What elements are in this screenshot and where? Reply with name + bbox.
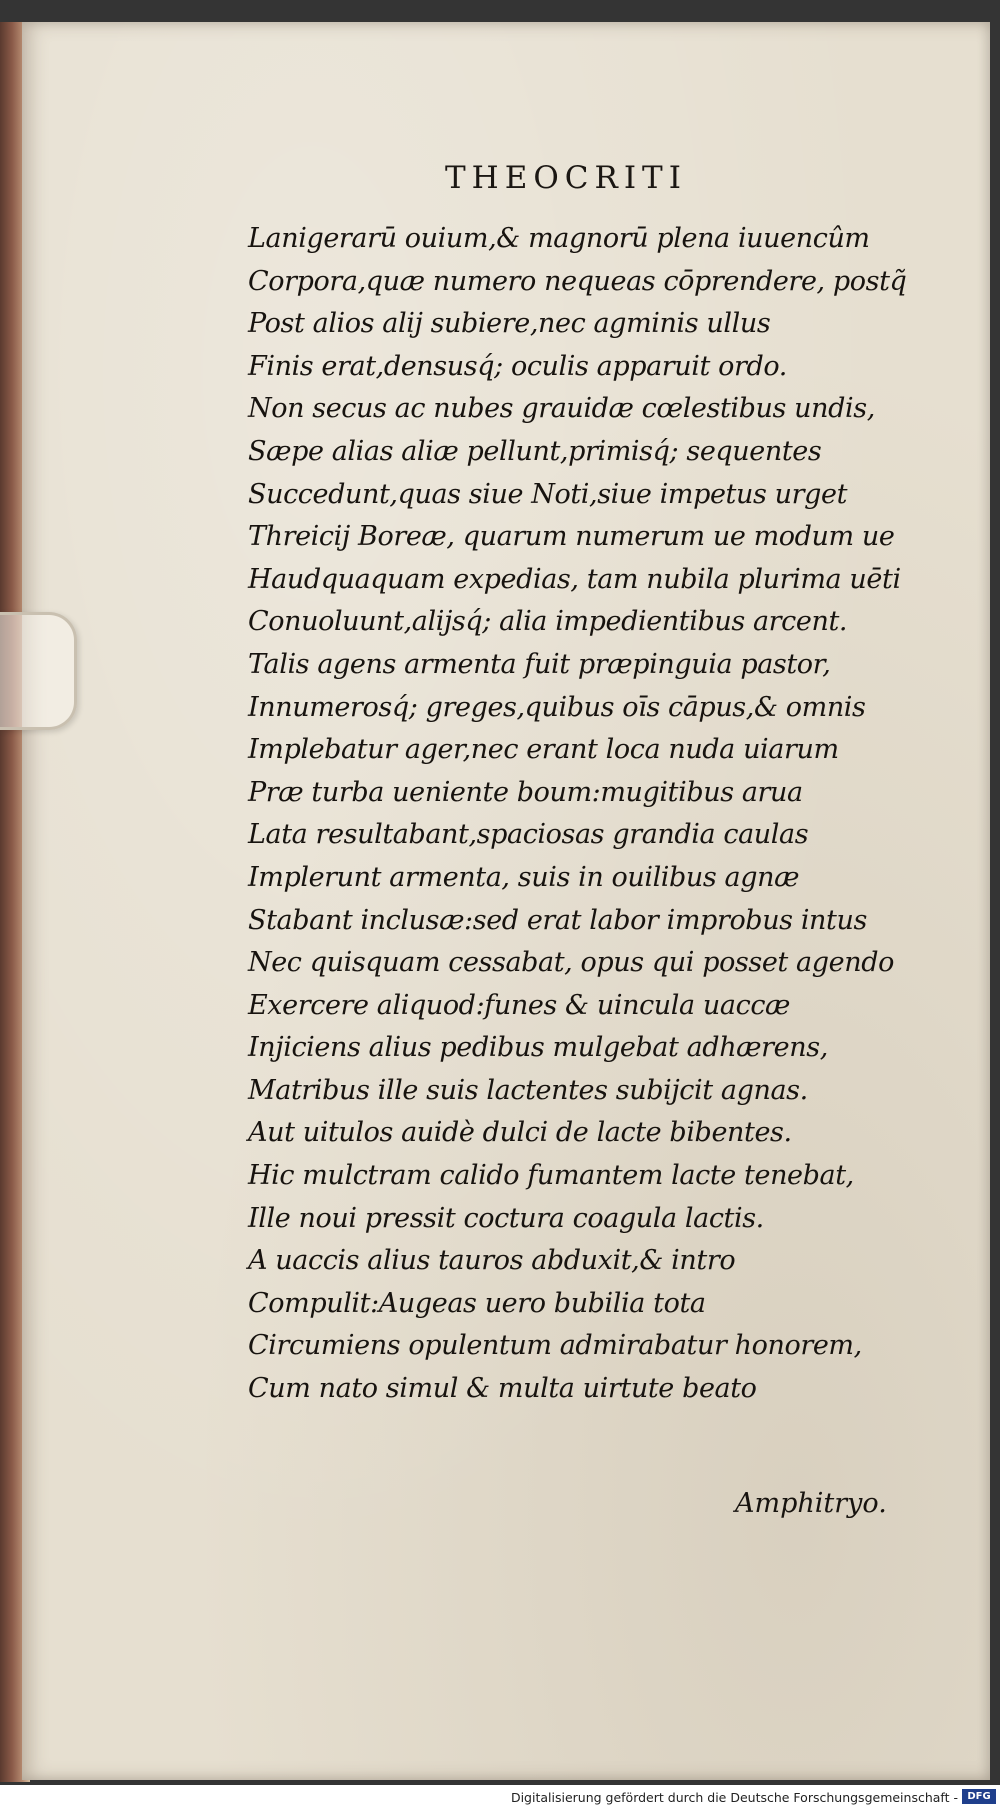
verse-line: Innumerosq́; greges,quibus oīs cāpus,& omnis [248,691,866,723]
verse-line: Haudquaquam expedias, tam nubila plurima uēti [248,563,901,595]
verse-line: Matribus ille suis lactentes subijcit agnas. [248,1074,808,1106]
verse-line: Præ turba ueniente boum:mugitibus arua [248,776,803,808]
verse-line: Sæpe alias aliæ pellunt,primisq́; sequentes [248,435,822,467]
dfg-logo-icon: DFG [962,1789,996,1804]
page-tab-marker [0,612,77,730]
verse-line: Lata resultabant,spaciosas grandia caulas [248,819,809,851]
verse-line: Lanigerarū ouium,& magnorū plena iuuencûm [248,223,870,254]
verse-line: Cum nato simul & multa uirtute beato [248,1373,757,1405]
verse-line: Circumiens opulentum admirabatur honorem, [248,1330,862,1362]
verse-line: Hic mulctram calido fumantem lacte tenebat, [248,1160,854,1192]
verse-line: A uaccis alius tauros abduxit,& intro [248,1245,736,1277]
verse-line: Nec quisquam cessabat, opus qui posset agendo [248,947,894,979]
verse-line: Corpora,quæ numero nequeas cōprendere, postq̃ [248,265,907,297]
verse-line: Implerunt armenta, suis in ouilibus agnæ [248,861,800,893]
verse-line: Threicij Boreæ, quarum numerum ue modum ue [248,521,895,553]
verse-line: Implebatur ager,nec erant loca nuda uiarum [248,734,839,766]
verse-line: Injiciens alius pedibus mulgebat adhærens, [248,1032,828,1064]
running-head: THEOCRITI [445,160,687,196]
verse-line: Post alios alij subiere,nec agminis ullus [248,308,771,340]
verse-line: Talis agens armenta fuit præpinguia pastor, [248,648,831,680]
verse-line: Ille noui pressit coctura coagula lactis. [248,1202,764,1234]
verse-line: Non secus ac nubes grauidæ cœlestibus undis, [248,393,875,425]
verse-line: Compulit:Augeas uero bubilia tota [248,1287,706,1319]
verse-line: Conuoluunt,alijsq́; alia impedientibus arcent. [248,606,848,638]
verse-text [248,218,906,1411]
digitization-footer [0,1785,1000,1807]
verse-line: Finis erat,densusq́; oculis apparuit ordo. [248,350,787,382]
funding-credit: Digitalisierung gefördert durch die Deutsche Forschungsgemeinschaft - [510,1790,958,1805]
catchword: Amphitryo. [735,1488,887,1519]
verse-line: Succedunt,quas siue Noti,siue impetus urget [248,478,848,510]
verse-line: Exercere aliquod:funes & uincula uaccæ [248,989,791,1021]
verse-line: Stabant inclusæ:sed erat labor improbus intus [248,904,867,936]
verse-line: Aut uitulos auidè dulci de lacte bibentes. [248,1117,792,1149]
